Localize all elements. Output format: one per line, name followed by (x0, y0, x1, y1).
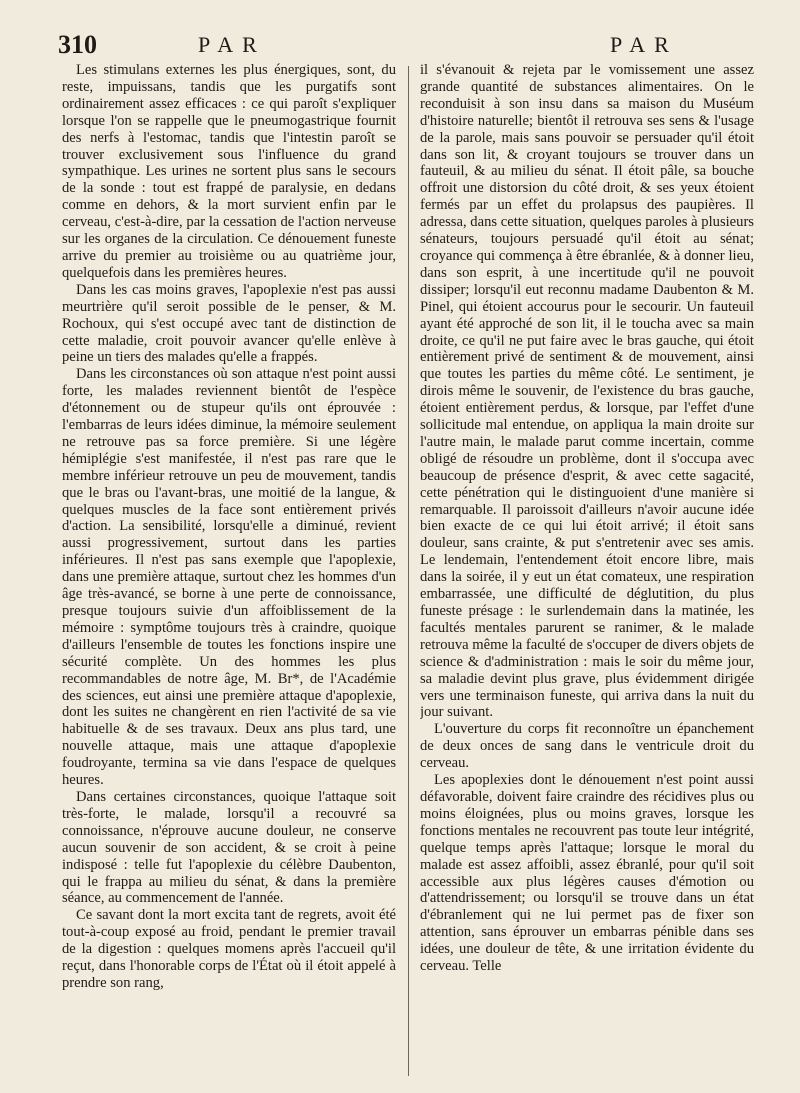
page-header (58, 30, 788, 60)
left-column (62, 62, 396, 1082)
paragraph: L'ouverture du corps fit reconnoître un épanchement de deux onces de sang dans le ventricule droit du cerveau. (420, 721, 754, 772)
paragraph: il s'évanouit & rejeta par le vomissement une assez grande quantité de substances alimentaires. On le reconduisit à son insu dans sa maison du Muséum d'histoire naturelle; bientôt il retrouva ses sens & l'usage de la parole, mais sans pouvoir se persuader qu'il étoit dans son lit, & croyant toujours se trouver dans un fauteuil, & au milieu du sénat. Il étoit pâle, sa bouche offroit une distorsion du côté droit, & ses yeux étoient fermés par un effet du prolapsus des paupières. Il adressa, dans cette situation, quelques paroles à plusieurs sénateurs, toujours persuadé qu'il étoit au sénat; croyance qui commença à être ébranlée, & à donner lieu, dans son esprit, à une incertitude qu'il ne pouvoit dissiper; lorsqu'il eut reconnu madame Daubenton & M. Pinel, qui étoient accourus pour le secourir. Un fauteuil ayant été approché de son lit, il le toucha avec sa main droite, ce qu'il ne put faire avec le bras gauche, qui étoit entièrement privé de sentiment & de mouvement, ainsi que toutes les parties du même côté. Le sentiment, je dirois même le souvenir, de l'existence du bras gauche, étoient entièrement perdus, & lorsque, par l'effet d'une sollicitude mal entendue, on appliqua la main droite sur l'autre main, le malade parut comme incertain, comme obligé de résoudre un problème, dont il s'occupa avec beaucoup de présence d'esprit, & avec cette sagacité, cette pénétration qui le distinguoient d'une manière si remarquable. Il paroissoit d'ailleurs n'avoir aucune idée bien exacte de ce qui lui étoit arrivé; il étoit sans douleur, sans crainte, & put s'entretenir avec ses amis. Le lendemain, l'entendement étoit encore libre, mais dans la soirée, il y eut un état comateux, une respiration embarrassée, une difficulté de déglutition, du plus funeste présage : le surlendemain dans la matinée, les facultés mentales parurent se ranimer, & le malade retrouva même la faculté de s'occuper de divers objets de science & d'administration : mais le soir du même jour, sa maladie devint plus grave, plus évidemment dirigée vers une terminaison funeste, qui arriva dans la nuit du jour suivant. (420, 62, 754, 721)
column-divider (408, 66, 409, 1076)
paragraph: Dans certaines circonstances, quoique l'attaque soit très-forte, le malade, lorsqu'il a recouvré sa connoissance, n'éprouve aucune douleur, ne conserve aucun souvenir de son accident, & se croit à peine indisposé : telle fut l'apoplexie du célèbre Daubenton, qui le frappa au milieu du sénat, & dans la première séance, au commencement de l'année. (62, 788, 396, 907)
paragraph: Dans les cas moins graves, l'apoplexie n'est pas aussi meurtrière qu'il seroit possible de le penser, & M. Rochoux, qui s'est occupé avec tant de distinction de cette maladie, croit pouvoir avancer qu'elle enlève à peine un tiers des malades qu'elle a frappés. (62, 281, 396, 366)
right-column (420, 62, 754, 1082)
paragraph: Les stimulans externes les plus énergiques, sont, du reste, impuissans, tandis que les purgatifs sont ordinairement assez efficaces : ce qui paroît s'expliquer lorsque l'on se rappelle que le pneumogastrique fournit des nerfs à l'estomac, tandis que l'intestin paroît se trouver exclusivement sous l'influence du grand sympathique. Les urines ne sortent plus sans le secours de la sonde : tout est frappé de paralysie, en dedans comme en dehors, & la mort survient enfin par le cerveau, c'est-à-dire, par la cessation de l'action nerveuse sur les organes de la circulation. Ce dénouement funeste arrive du premier au troisième ou au quatrième jour, quelquefois dans les premières heures. (62, 62, 396, 281)
running-head-left: PAR (198, 32, 266, 57)
paragraph: Les apoplexies dont le dénouement n'est point aussi défavorable, doivent faire craindre des récidives plus ou moins éloignées, plus ou moins graves, lorsque les fonctions mentales ne recouvrent pas toute leur intégrité, quelque temps après l'attaque; lorsque le moral du malade est assez affoibli, assez ébranlé, pour qu'il soit accessible aux plus légères causes d'émotion ou d'attendrissement; ou lorsqu'il se trouve dans un état d'ébranlement qui ne lui permet pas de fixer son attention, sans éprouver un embarras pénible dans ses idées, une douleur de tête, & une irritation évidente du cerveau. Telle (420, 772, 754, 975)
page-number: 310 (58, 30, 97, 59)
paragraph: Ce savant dont la mort excita tant de regrets, avoit été tout-à-coup exposé au froid, pendant le premier travail de la digestion : quelques momens après l'accueil qu'il reçut, dans l'honorable corps de l'État où il étoit appelé à prendre son rang, (62, 907, 396, 991)
paragraph: Dans les circonstances où son attaque n'est point aussi forte, les malades reviennent bientôt de l'espèce d'étonnement ou de stupeur qu'ils ont éprouvée : l'embarras de leurs idées diminue, la mémoire seulement ne retrouve pas sa force première. Si une légère hémiplégie s'est manifestée, il n'est pas rare que le membre inférieur retrouve un peu de mouvement, tandis que le bras ou l'avant-bras, une moitié de la langue, & quelques muscles de la face sont entièrement privés d'action. La sensibilité, lorsqu'elle a diminué, revient aussi progressivement, surtout dans les parties inférieures. Il n'est pas sans exemple que l'apoplexie, dans une première attaque, surtout chez les hommes d'un âge très-avancé, se borne à une perte de connoissance, presque toujours suivie d'un affoiblissement de la mémoire : symptôme toujours très à craindre, quoique d'ailleurs l'ensemble de toutes les fonctions inspire une sécurité complète. Un des hommes les plus recommandables de notre âge, M. Br*, de l'Académie des sciences, eut ainsi une première attaque d'apoplexie, dont les suites ne changèrent en rien l'activité de sa vie habituelle & de ses travaux. Deux ans plus tard, une nouvelle attaque, mais une attaque d'apoplexie foudroyante, termina sa vie dans l'espace de quelques heures. (62, 366, 396, 789)
running-head-right: PAR (610, 32, 678, 57)
